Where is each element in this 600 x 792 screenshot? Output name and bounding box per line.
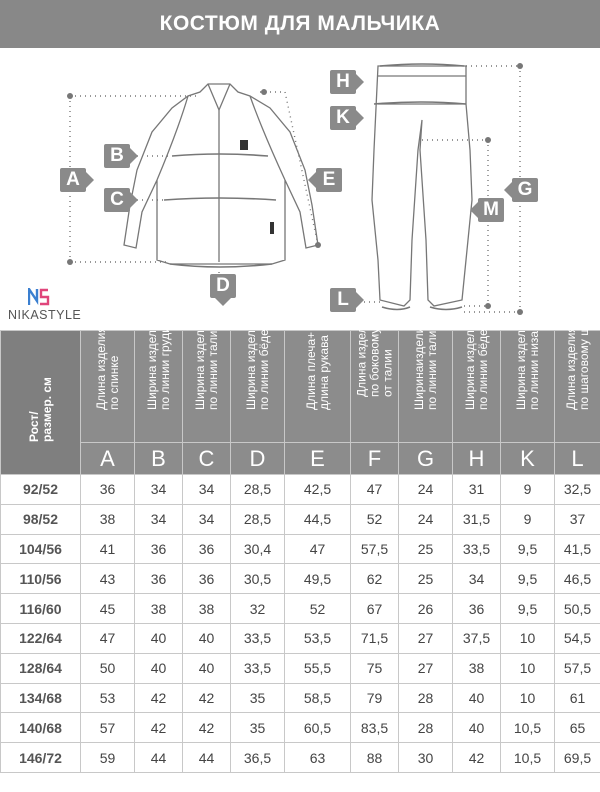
size-cell: 122/64 — [1, 623, 81, 653]
label-m: M — [478, 198, 504, 222]
value-cell: 24 — [399, 475, 453, 505]
size-cell: 140/68 — [1, 713, 81, 743]
value-cell: 36 — [453, 594, 501, 624]
value-cell: 65 — [555, 713, 600, 743]
value-cell: 9,5 — [501, 594, 555, 624]
value-cell: 9 — [501, 504, 555, 534]
table-row — [1, 594, 600, 624]
value-cell: 83,5 — [351, 713, 399, 743]
value-cell: 88 — [351, 743, 399, 773]
column-header-g: Ширинаизделия по линии талии — [399, 331, 453, 443]
value-cell: 37,5 — [453, 623, 501, 653]
value-cell: 44 — [135, 743, 183, 773]
value-cell: 40 — [183, 623, 231, 653]
value-cell: 36,5 — [231, 743, 285, 773]
column-letter-f: F — [351, 443, 399, 475]
value-cell: 42,5 — [285, 475, 351, 505]
column-header-e: Длина плеча+ длина рукава — [285, 331, 351, 443]
column-header-k: Ширина изделия по линии низа — [501, 331, 555, 443]
label-c: C — [104, 188, 130, 212]
column-letter-l: L — [555, 443, 600, 475]
value-cell: 45 — [81, 594, 135, 624]
value-cell: 67 — [351, 594, 399, 624]
value-cell: 53,5 — [285, 623, 351, 653]
table-row — [1, 475, 600, 505]
value-cell: 30,5 — [231, 564, 285, 594]
table-body — [1, 475, 600, 773]
column-letter-k: K — [501, 443, 555, 475]
value-cell: 10 — [501, 623, 555, 653]
value-cell: 35 — [231, 713, 285, 743]
value-cell: 34 — [183, 475, 231, 505]
value-cell: 38 — [81, 504, 135, 534]
value-cell: 61 — [555, 683, 600, 713]
value-cell: 69,5 — [555, 743, 600, 773]
value-cell: 38 — [135, 594, 183, 624]
column-header-c: Ширина изделия по линии талии — [183, 331, 231, 443]
size-cell: 98/52 — [1, 504, 81, 534]
column-letter-a: A — [81, 443, 135, 475]
value-cell: 44 — [183, 743, 231, 773]
value-cell: 26 — [399, 594, 453, 624]
value-cell: 57,5 — [555, 653, 600, 683]
value-cell: 32,5 — [555, 475, 600, 505]
size-column-header: Рост/ размер. см — [1, 331, 81, 475]
value-cell: 9,5 — [501, 534, 555, 564]
value-cell: 46,5 — [555, 564, 600, 594]
column-header-f: Длина изделия по боковому шву от талии — [351, 331, 399, 443]
value-cell: 28 — [399, 713, 453, 743]
value-cell: 9 — [501, 475, 555, 505]
value-cell: 53 — [81, 683, 135, 713]
value-cell: 32 — [231, 594, 285, 624]
size-cell: 110/56 — [1, 564, 81, 594]
table-row — [1, 564, 600, 594]
column-letter-b: B — [135, 443, 183, 475]
column-header-h: Ширина изделия по линии бёдер — [453, 331, 501, 443]
value-cell: 44,5 — [285, 504, 351, 534]
label-d: D — [210, 274, 236, 298]
value-cell: 10 — [501, 653, 555, 683]
column-header-l: Длина изделия по шаговому шву — [555, 331, 600, 443]
label-b: B — [104, 144, 130, 168]
value-cell: 38 — [453, 653, 501, 683]
value-cell: 40 — [135, 653, 183, 683]
value-cell: 62 — [351, 564, 399, 594]
column-letter-g: G — [399, 443, 453, 475]
value-cell: 25 — [399, 534, 453, 564]
value-cell: 50 — [81, 653, 135, 683]
size-cell: 92/52 — [1, 475, 81, 505]
value-cell: 36 — [135, 564, 183, 594]
label-k: K — [330, 106, 356, 130]
table-row — [1, 623, 600, 653]
table-row — [1, 743, 600, 773]
column-letter-e: E — [285, 443, 351, 475]
size-cell: 104/56 — [1, 534, 81, 564]
jacket-illustration — [124, 84, 318, 264]
value-cell: 58,5 — [285, 683, 351, 713]
jacket-measure-lines — [164, 154, 276, 267]
value-cell: 33,5 — [231, 623, 285, 653]
label-g: G — [512, 178, 538, 202]
size-cell: 128/64 — [1, 653, 81, 683]
value-cell: 27 — [399, 653, 453, 683]
logo-icon — [28, 288, 50, 306]
value-cell: 30 — [399, 743, 453, 773]
value-cell: 34 — [135, 504, 183, 534]
value-cell: 52 — [285, 594, 351, 624]
value-cell: 57,5 — [351, 534, 399, 564]
table-row — [1, 713, 600, 743]
value-cell: 41 — [81, 534, 135, 564]
value-cell: 31,5 — [453, 504, 501, 534]
value-cell: 47 — [81, 623, 135, 653]
value-cell: 52 — [351, 504, 399, 534]
value-cell: 63 — [285, 743, 351, 773]
value-cell: 54,5 — [555, 623, 600, 653]
value-cell: 38 — [183, 594, 231, 624]
value-cell: 27 — [399, 623, 453, 653]
column-letter-h: H — [453, 443, 501, 475]
value-cell: 40 — [135, 623, 183, 653]
label-a: A — [60, 168, 86, 192]
value-cell: 10 — [501, 683, 555, 713]
value-cell: 50,5 — [555, 594, 600, 624]
value-cell: 28,5 — [231, 475, 285, 505]
table-letter-row — [1, 443, 600, 475]
label-e: E — [316, 168, 342, 192]
value-cell: 47 — [285, 534, 351, 564]
value-cell: 24 — [399, 504, 453, 534]
value-cell: 40 — [453, 713, 501, 743]
value-cell: 36 — [135, 534, 183, 564]
table-header-row — [1, 331, 600, 443]
value-cell: 31 — [453, 475, 501, 505]
value-cell: 10,5 — [501, 743, 555, 773]
value-cell: 40 — [453, 683, 501, 713]
size-cell: 146/72 — [1, 743, 81, 773]
table-row — [1, 683, 600, 713]
value-cell: 49,5 — [285, 564, 351, 594]
value-cell: 47 — [351, 475, 399, 505]
column-header-a: Длина изделия по спинке — [81, 331, 135, 443]
value-cell: 42 — [453, 743, 501, 773]
value-cell: 60,5 — [285, 713, 351, 743]
label-h: H — [330, 70, 356, 94]
jacket-patch — [240, 140, 248, 150]
value-cell: 36 — [81, 475, 135, 505]
column-letter-d: D — [231, 443, 285, 475]
value-cell: 35 — [231, 683, 285, 713]
value-cell: 34 — [183, 504, 231, 534]
measurement-diagram — [0, 48, 600, 330]
value-cell: 71,5 — [351, 623, 399, 653]
value-cell: 40 — [183, 653, 231, 683]
value-cell: 33,5 — [453, 534, 501, 564]
table-row — [1, 534, 600, 564]
value-cell: 28 — [399, 683, 453, 713]
size-cell: 116/60 — [1, 594, 81, 624]
value-cell: 37 — [555, 504, 600, 534]
value-cell: 30,4 — [231, 534, 285, 564]
value-cell: 33,5 — [231, 653, 285, 683]
value-cell: 55,5 — [285, 653, 351, 683]
value-cell: 59 — [81, 743, 135, 773]
value-cell: 10,5 — [501, 713, 555, 743]
value-cell: 36 — [183, 564, 231, 594]
table-row — [1, 504, 600, 534]
page-title: КОСТЮМ ДЛЯ МАЛЬЧИКА — [0, 0, 600, 48]
table-row — [1, 653, 600, 683]
column-header-b: Ширина изделия по линии груди — [135, 331, 183, 443]
value-cell: 79 — [351, 683, 399, 713]
value-cell: 28,5 — [231, 504, 285, 534]
column-letter-c: C — [183, 443, 231, 475]
value-cell: 34 — [453, 564, 501, 594]
value-cell: 41,5 — [555, 534, 600, 564]
label-l: L — [330, 288, 356, 312]
value-cell: 42 — [183, 713, 231, 743]
value-cell: 25 — [399, 564, 453, 594]
value-cell: 75 — [351, 653, 399, 683]
value-cell: 9,5 — [501, 564, 555, 594]
value-cell: 42 — [183, 683, 231, 713]
value-cell: 42 — [135, 713, 183, 743]
brand-name: NIKASTYLE — [8, 308, 82, 322]
value-cell: 36 — [183, 534, 231, 564]
value-cell: 57 — [81, 713, 135, 743]
value-cell: 42 — [135, 683, 183, 713]
value-cell: 43 — [81, 564, 135, 594]
column-header-d: Ширина изделия по линии бёдер — [231, 331, 285, 443]
size-cell: 134/68 — [1, 683, 81, 713]
value-cell: 34 — [135, 475, 183, 505]
brand-logo — [8, 288, 88, 322]
